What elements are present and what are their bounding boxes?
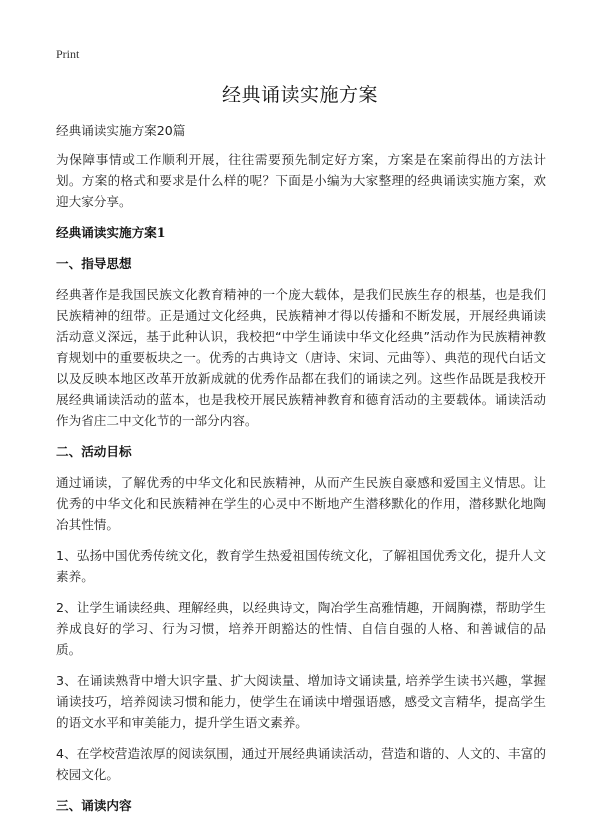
heading-activity-goals: 二、活动目标 (56, 444, 132, 459)
goal-item-2: 2、让学生诵读经典、理解经典，以经典诗文，陶冶学生高雅情趣，开阔胸襟，帮助学生养成良好的学习、行为习惯，培养开朗豁达的性情、自信自强的人格、和善诚信的品质。 (56, 600, 546, 657)
intro-paragraph: 为保障事情或工作顺利开展，往往需要预先制定好方案，方案是在案前得出的方法计划。方案的格式和要求是什么样的呢？下面是小编为大家整理的经典诵读实施方案，欢迎大家分享。 (56, 152, 546, 209)
document-subtitle: 经典诵读实施方案20篇 (56, 123, 186, 138)
goal-item-4: 4、在学校营造浓厚的阅读氛围，通过开展经典诵读活动，营造和谐的、人文的、丰富的校园文化。 (56, 746, 546, 782)
document-title: 经典诵读实施方案 (221, 84, 378, 106)
activity-goals-paragraph: 通过诵读，了解优秀的中华文化和民族精神，从而产生民族自豪感和爱国主义情思。让优秀的中华文化和民族精神在学生的心灵中不断地产生潜移默化的作用，潜移默化地陶冶其性情。 (56, 475, 546, 532)
heading-reading-content: 三、诵读内容 (56, 798, 132, 813)
goal-item-1: 1、弘扬中国优秀传统文化，教育学生热爱祖国传统文化，了解祖国优秀文化，提升人文素养。 (56, 548, 546, 584)
heading-guiding-ideology: 一、指导思想 (56, 256, 132, 271)
section-title: 经典诵读实施方案1 (56, 225, 166, 240)
goal-item-3: 3、在诵读熟背中增大识字量、扩大阅读量、增加诗文诵读量, 培养学生读书兴趣，掌握诵读技巧，培养阅读习惯和能力，使学生在诵读中增强语感，感受文言精华，提高学生的语文水平和审美能力，提升学生语文素养。 (56, 673, 546, 730)
guiding-ideology-paragraph: 经典著作是我国民族文化教育精神的一个庞大载体，是我们民族生存的根基，也是我们民族精神的纽带。正是通过文化经典，民族精神才得以传播和不断发展，开展经典诵读活动意义深远，基于此种认识，我校把“中学生诵读中华文化经典”活动作为民族精神教育规划中的重要板块之一。优秀的古典诗文（唐诗、宋词、元曲等）、典范的现代白话文以及反映本地区改革开放新成就的优秀作品都在我们的诵读之列。这些作品既是我校开展经典诵读活动的蓝本，也是我校开展民族精神教育和德育活动的主要载体。诵读活动作为省庄二中文化节的一部分内容。 (56, 287, 546, 428)
print-link[interactable]: Print (56, 47, 80, 61)
document-body (56, 120, 546, 826)
